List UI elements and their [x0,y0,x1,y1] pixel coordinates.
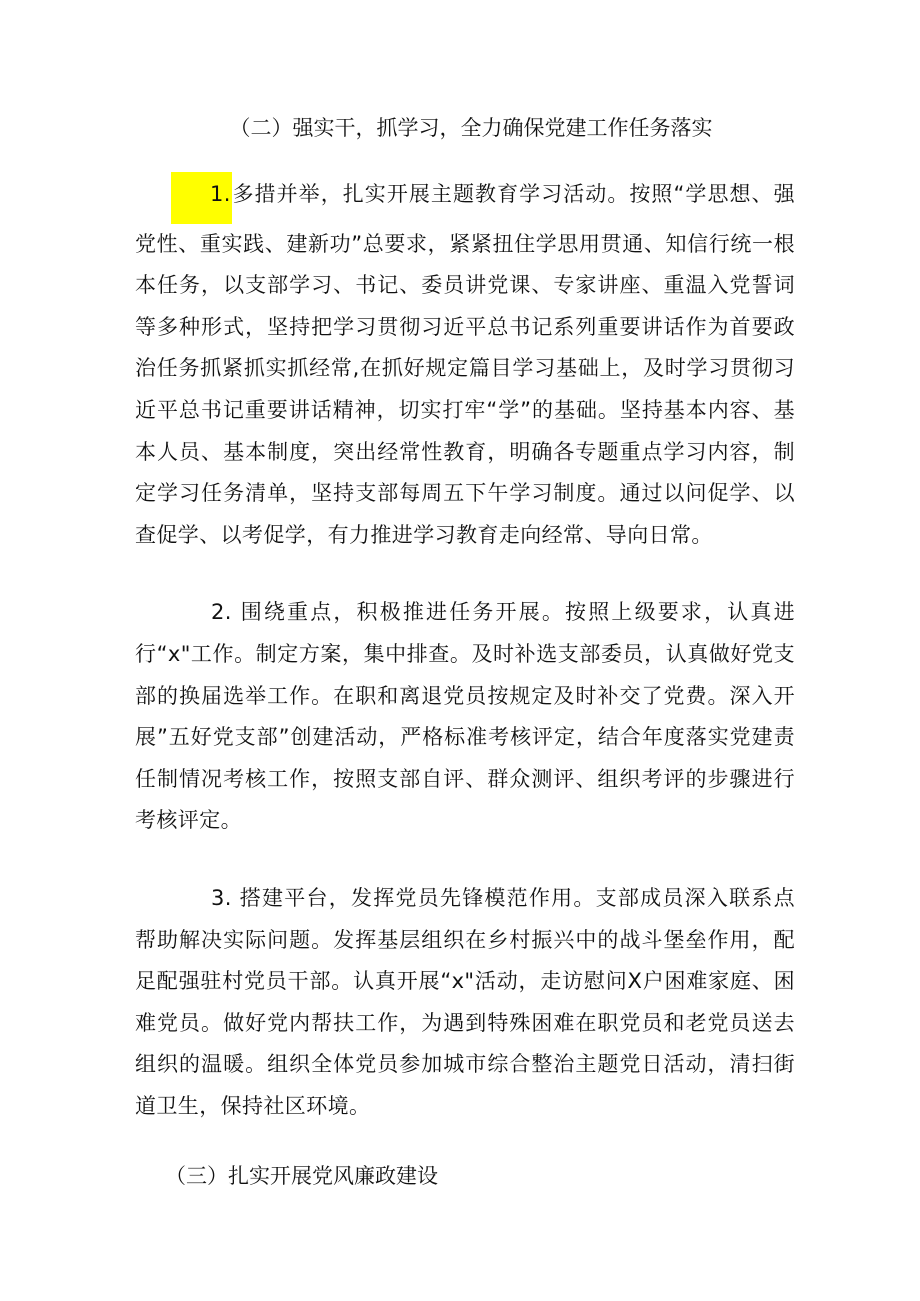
item-1-text: 多措并举，扎实开展主题教育学习活动。按照“学思想、强党性、重实践、建新功”总要求，紧紧扭住学思用贯通、知信行统一根本任务，以支部学习、书记、委员讲党课、专家讲座、重温入党誓词等多种形式，坚持把学习贯彻习近平总书记系列重要讲话作为首要政治任务抓紧抓实抓经常,在抓好规定篇目学习基础上，及时学习贯彻习近平总书记重要讲话精神，切实打牢“学”的基础。坚持基本内容、基本人员、基本制度，突出经常性教育，明确各专题重点学习内容，制定学习任务清单，坚持支部每周五下午学习制度。通过以问促学、以查促学、以考促学，有力推进学习教育走向经常、导向日常。 [135,182,795,547]
item-2-number: 2. [211,600,232,625]
document-body [135,113,795,1191]
paragraph-item-2 [135,592,795,842]
item-3-number: 3. [211,885,232,910]
paragraph-item-3 [135,878,795,1128]
item-1-number-highlighted: 1. [171,172,232,224]
paragraph-item-1 [135,172,795,556]
section-heading-2: （二）强实干，抓学习，全力确保党建工作任务落实 [229,116,713,140]
item-2-text: 围绕重点，积极推进任务开展。按照上级要求，认真进行“x"工作。制定方案，集中排查。及时补选支部委员，认真做好党支部的换届选举工作。在职和离退党员按规定及时补交了党费。深入开展”五好党支部”创建活动，严格标准考核评定，结合年度落实党建责任制情况考核工作，按照支部自评、群众测评、组织考评的步骤进行考核评定。 [135,600,795,833]
item-3-text: 搭建平台，发挥党员先锋模范作用。支部成员深入联系点帮助解决实际问题。发挥基层组织在乡村振兴中的战斗堡垒作用，配足配强驻村党员干部。认真开展“x"活动，走访慰问X户困难家庭、困难党员。做好党内帮扶工作，为遇到特殊困难在职党员和老党员送去组织的温暖。组织全体党员参加城市综合整治主题党日活动，清扫街道卫生，保持社区环境。 [135,885,795,1118]
section-heading-3: （三）扎实开展党风廉政建设 [165,1164,438,1189]
